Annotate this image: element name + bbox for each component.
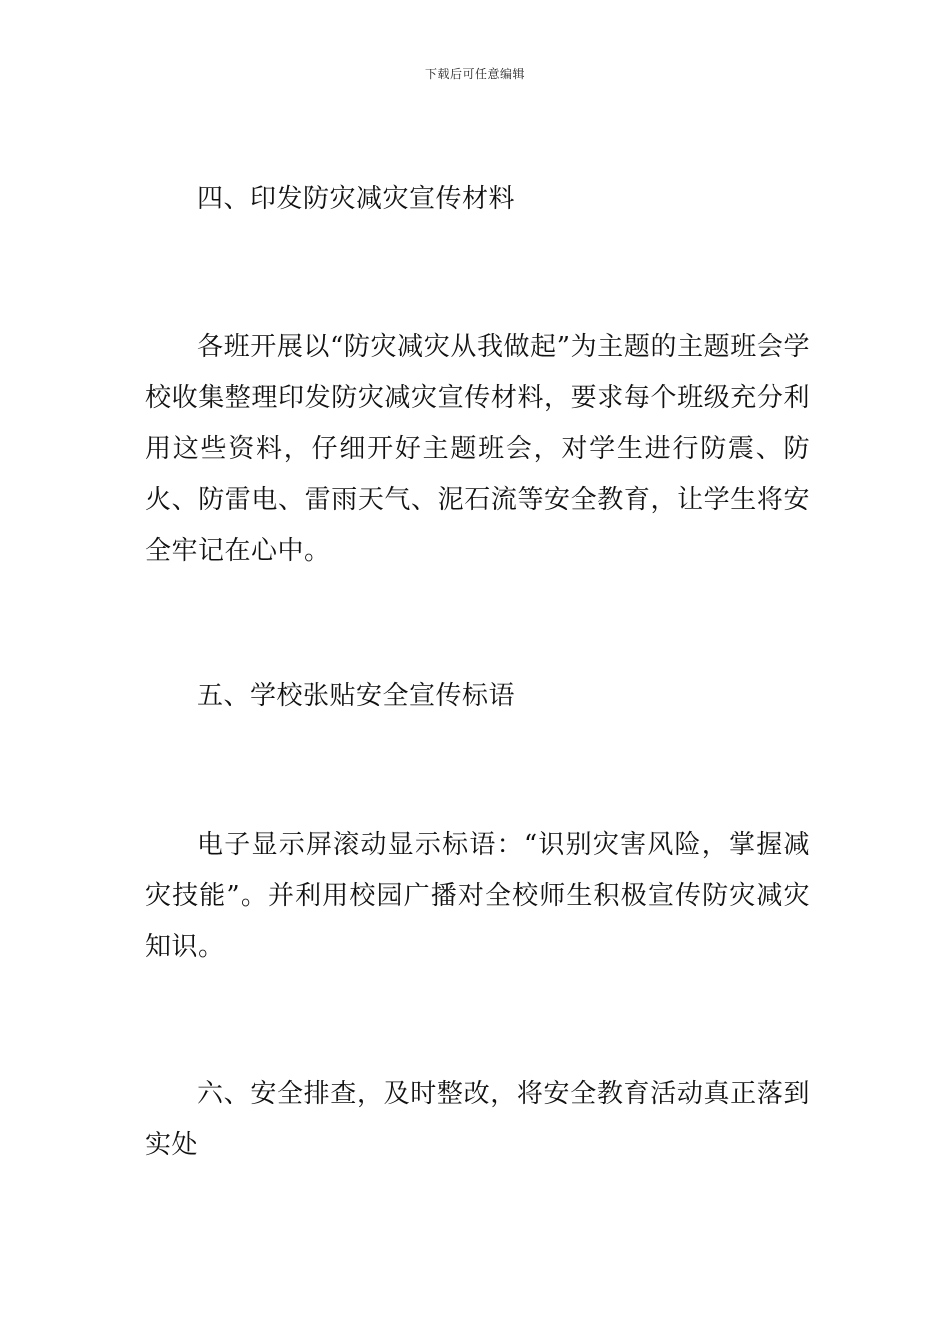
section-heading-6: 六、安全排查，及时整改，将安全教育活动真正落到实处 bbox=[145, 1079, 810, 1160]
section-heading-4: 四、印发防灾减灾宣传材料 bbox=[197, 184, 516, 214]
section-paragraph-4: 各班开展以“防灾减灾从我做起”为主题的主题班会学校收集整理印发防灾减灾宣传材料，要求每个班级充分利用这些资料，仔细开好主题班会，对学生进行防震、防火、防雷电、雷雨天气、泥石流等安全教育，让学生将安全牢记在心中。 bbox=[145, 332, 810, 566]
header-note: 下载后可任意编辑 bbox=[424, 67, 525, 81]
section-paragraph-5: 电子显示屏滚动显示标语：“识别灾害风险，掌握减灾技能”。并利用校园广播对全校师生积极宣传防灾减灾知识。 bbox=[145, 830, 810, 962]
section-heading-5: 五、学校张贴安全宣传标语 bbox=[197, 681, 516, 711]
